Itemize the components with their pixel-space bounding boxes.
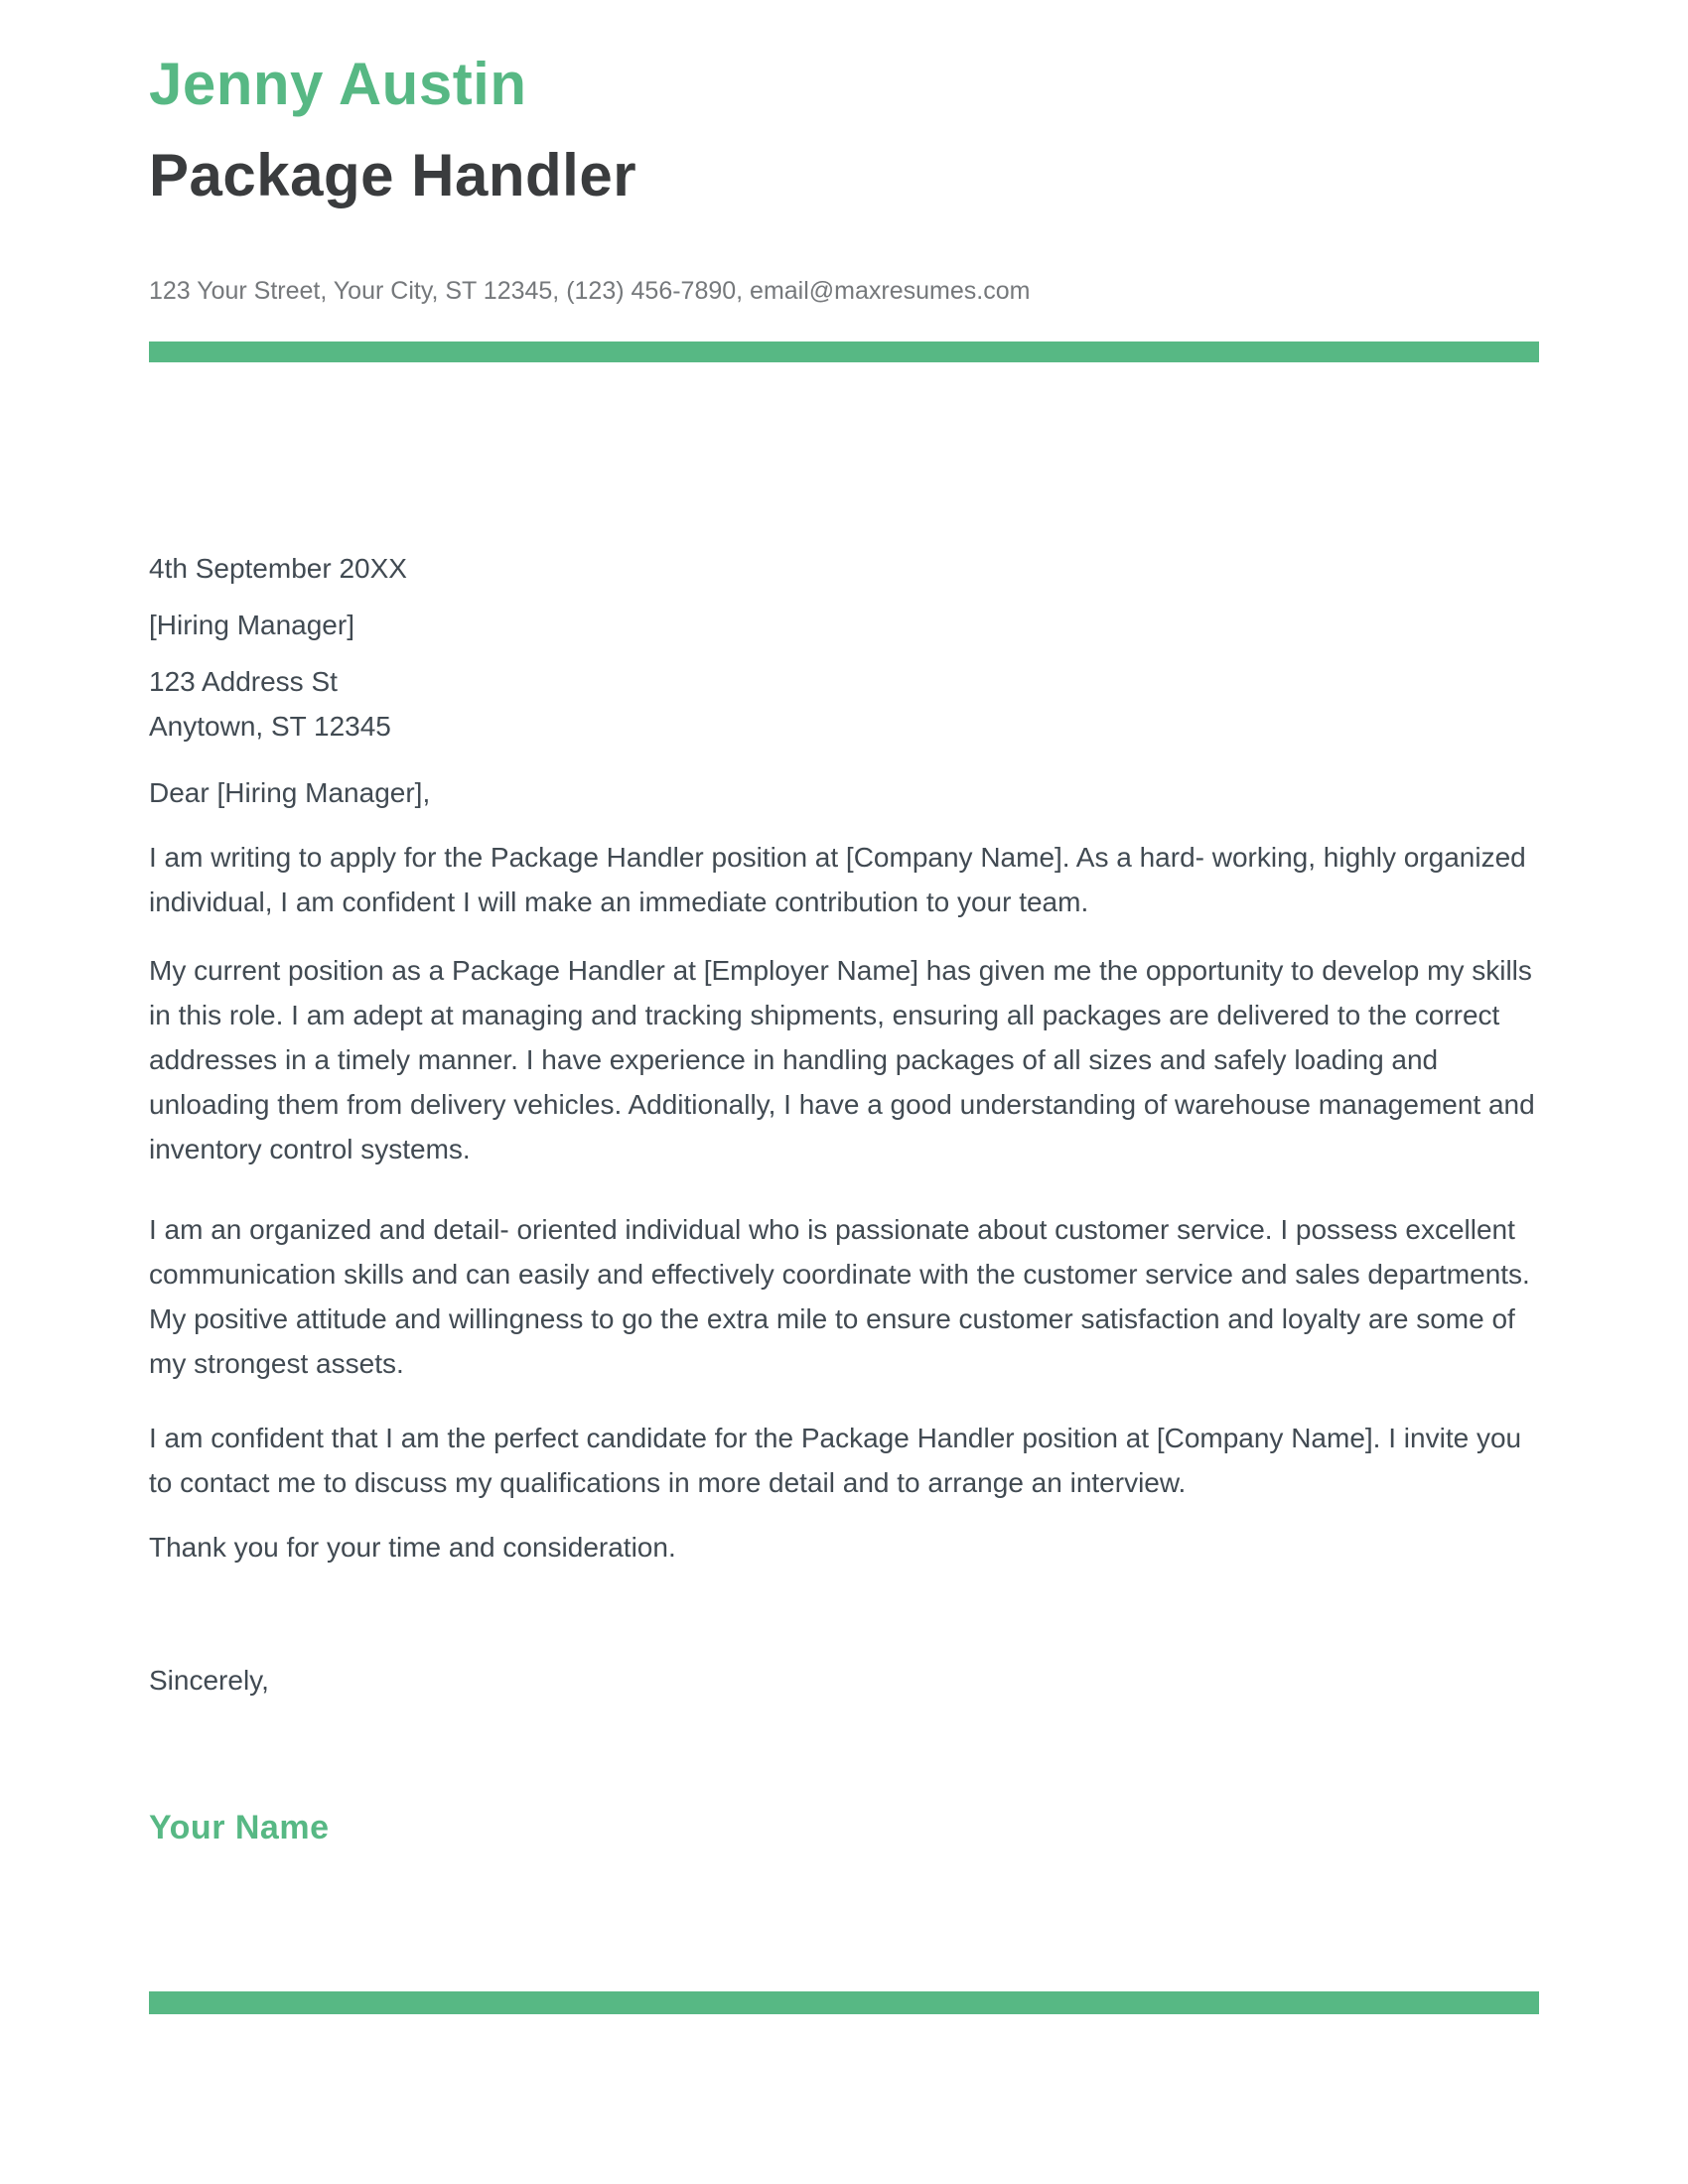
letter-body [149, 546, 1539, 1847]
accent-divider-bottom [149, 1991, 1539, 2014]
salutation: Dear [Hiring Manager], [149, 777, 431, 808]
address-line-1: 123 Address St [149, 666, 338, 697]
body-paragraph-3: I am an organized and detail- oriented individual who is passionate about customer service. I possess excellent communication skills and can easily and effectively coordinate with the customer service and sales departments. My positive attitude and willingness to go the extra mile to ensure customer satisfaction and loyalty are some of my strongest assets. [149, 1214, 1530, 1379]
recipient-address [149, 659, 1539, 749]
recipient-name: [Hiring Manager] [149, 610, 354, 640]
signature-name: Your Name [149, 1809, 330, 1846]
letter-header [149, 52, 1539, 362]
body-paragraph-1: I am writing to apply for the Package Handler position at [Company Name]. As a hard- working, highly organized individual, I am confident I will make an immediate contribution to your team. [149, 842, 1526, 917]
thanks-line: Thank you for your time and consideration. [149, 1532, 676, 1563]
letter-date: 4th September 20XX [149, 553, 407, 584]
accent-divider-top [149, 341, 1539, 362]
applicant-name: Jenny Austin [149, 51, 527, 117]
address-line-2: Anytown, ST 12345 [149, 711, 391, 742]
body-paragraph-4: I am confident that I am the perfect candidate for the Package Handler position at [Company Name]. I invite you to contact me to discuss my qualifications in more detail and to arrange an interview. [149, 1423, 1522, 1498]
job-title: Package Handler [149, 142, 637, 208]
contact-line: 123 Your Street, Your City, ST 12345, (123) 456-7890, email@maxresumes.com [149, 277, 1031, 305]
closing-line: Sincerely, [149, 1665, 269, 1696]
body-paragraph-2: My current position as a Package Handler at [Employer Name] has given me the opportunity to develop my skills in this role. I am adept at managing and tracking shipments, ensuring all packages are delivered to the correct addresses in a timely manner. I have experience in handling packages of all sizes and safely loading and unloading them from delivery vehicles. Additionally, I have a good understanding of warehouse management and inventory control systems. [149, 955, 1535, 1164]
